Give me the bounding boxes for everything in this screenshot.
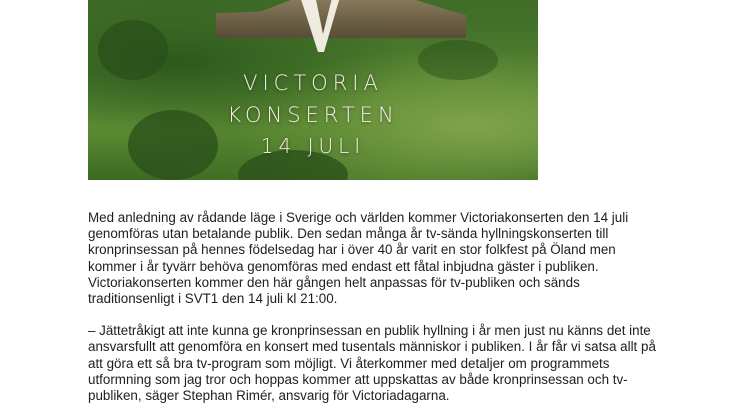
crowned-v-logo-icon	[290, 0, 350, 52]
article-quote-paragraph: – Jättetråkigt att inte kunna ge kronprinsessan en publik hyllning i år men just nu känns det inte ansvarsfullt att genomföra en konsert med tusentals människor i publiken. I år får vi satsa allt på att göra ett så bra tv-program som möjligt. Vi återkommer med detaljer om programmets utformning som jag tror och hoppas kommer att uppskattas av både kronprinsessan och tv-publiken, säger Stephan Rimér, ansvarig för Victoriadagarna.	[88, 323, 656, 404]
hero-date: 14 JULI	[260, 134, 366, 158]
hero-title-line1: VICTORIA	[243, 71, 383, 95]
hero-image	[88, 0, 538, 180]
article-paragraph: Med anledning av rådande läge i Sverige och världen kommer Victoriakonserten den 14 juli genomföras utan betalande publik. Den sedan många år tv-sända hyllningskonserten till kronprinsessan på hennes födelsedag har i över 40 år varit en stor folkfest på Öland men kommer i år tyvärr behöva genomföras med endast ett fåtal inbjudna gäster i publiken. Victoriakonserten kommer den här gången helt anpassas för tv-publiken och sänds traditionsenligt i SVT1 den 14 juli kl 21:00.	[88, 210, 629, 307]
hero-title-line2: KONSERTEN	[227, 103, 399, 127]
article-body	[88, 210, 658, 420]
